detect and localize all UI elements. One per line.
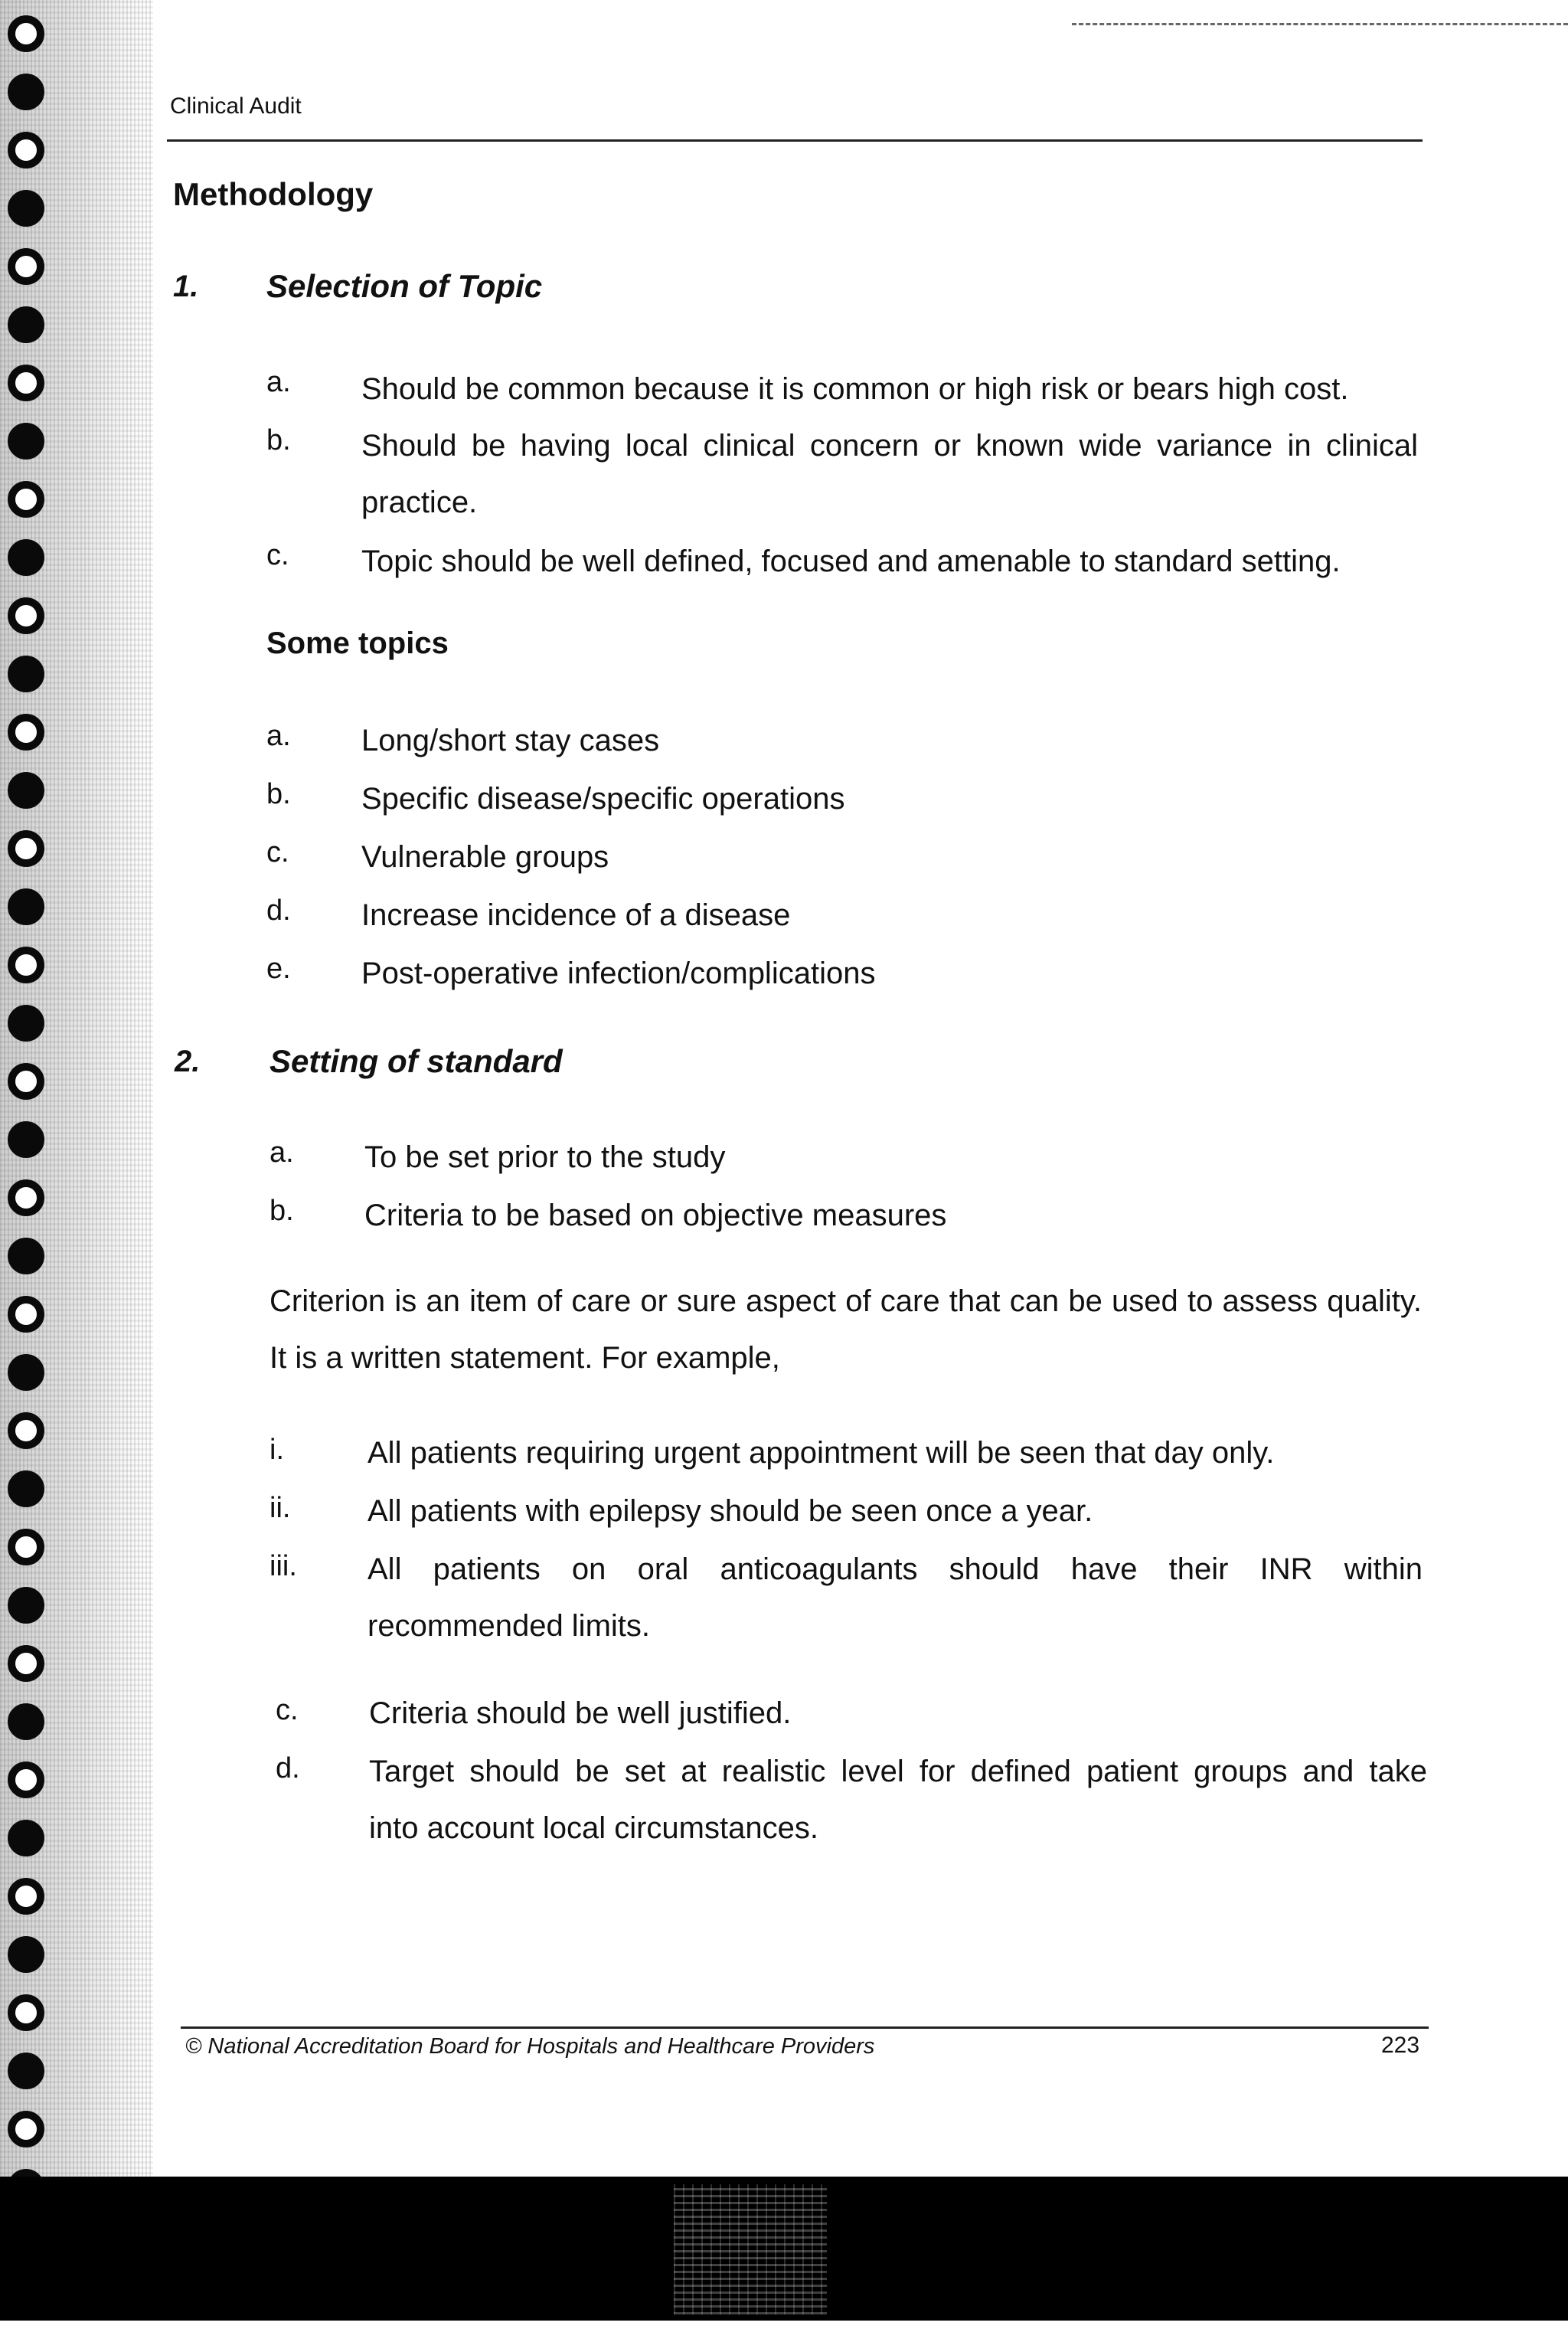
list-marker: a. [270,1137,294,1169]
list-marker: b. [266,424,291,456]
binding-ring [8,1645,44,1682]
list-marker: a. [266,366,291,398]
list-marker: ii. [270,1492,291,1524]
list-item-text: All patients requiring urgent appointment will be seen that day only. [368,1436,1275,1470]
footer-rule [181,2026,1429,2029]
list-item-text: Criteria should be well justified. [369,1696,792,1730]
binding-ring [8,1936,44,1973]
list-item-text: To be set prior to the study [364,1140,726,1174]
section-number: 1. [173,270,199,303]
list-marker: b. [270,1195,294,1227]
list-marker: d. [276,1752,300,1784]
binding-ring [8,423,44,460]
binding-ring [8,1529,44,1565]
binding-ring [8,2053,44,2089]
list-item-text: Topic should be well defined, focused and amenable to standard setting. [361,545,1341,578]
header-rule [167,139,1423,142]
list-item-text [361,417,1418,531]
section-heading: Selection of Topic [266,268,543,304]
binding-ring [8,190,44,227]
binding-ring [8,656,44,692]
list-item-text: Criteria to be based on objective measures [364,1199,947,1232]
list-item-text: Long/short stay cases [361,724,660,757]
list-item-text [369,1743,1427,1856]
binding-ring [8,2111,44,2147]
binding-ring [8,1820,44,1856]
list-item-line: Target should be set at realistic level for defined patient groups and take [369,1755,1427,1788]
list-item-text [368,1541,1423,1654]
list-marker: i. [270,1434,284,1466]
list-marker: e. [266,953,291,985]
spiral-binding [0,0,153,2190]
list-item-text: All patients with epilepsy should be seen once a year. [368,1494,1093,1528]
list-marker: d. [266,895,291,927]
binding-ring [8,1412,44,1449]
scan-artifact-line [1072,23,1568,25]
criterion-paragraph: Criterion is an item of care or sure aspect of care that can be used to assess quality. It is a written statement. For example, [270,1284,1422,1375]
scan-noise [674,2184,827,2314]
binding-ring [8,1121,44,1158]
binding-ring [8,1470,44,1507]
list-item-line: Should be having local clinical concern or known wide variance in clinical [361,429,1418,463]
binding-ring [8,1005,44,1042]
subsection-heading: Some topics [266,626,449,660]
list-marker: a. [266,720,291,752]
page-number: 223 [1381,2033,1420,2058]
binding-ring [8,1703,44,1740]
list-item-line: practice. [361,486,478,519]
list-marker: c. [276,1694,299,1726]
list-item-text: Specific disease/specific operations [361,782,845,816]
binding-ring [8,74,44,110]
binding-ring [8,1587,44,1624]
binding-ring [8,1296,44,1333]
section-title: Methodology [173,176,374,212]
list-item-line: recommended limits. [368,1609,651,1643]
list-item-text: Should be common because it is common or high risk or bears high cost. [361,372,1349,406]
list-item-text: Increase incidence of a disease [361,898,791,932]
scan-edge-bar [0,2177,1568,2321]
binding-ring [8,481,44,518]
binding-ring [8,1238,44,1274]
section-heading: Setting of standard [270,1043,563,1079]
list-marker: iii. [270,1550,297,1582]
binding-ring [8,947,44,983]
list-marker: c. [266,836,289,868]
binding-ring [8,1063,44,1100]
binding-ring [8,1354,44,1391]
binding-ring [8,1761,44,1798]
binding-ring [8,830,44,867]
binding-rings [3,15,52,2285]
list-marker: b. [266,778,291,810]
list-item-line: into account local circumstances. [369,1811,818,1845]
binding-ring [8,248,44,285]
binding-ring [8,15,44,52]
binding-ring [8,1179,44,1216]
binding-ring [8,365,44,401]
binding-ring [8,772,44,809]
section-number: 2. [175,1045,201,1078]
binding-ring [8,306,44,343]
binding-ring [8,597,44,634]
binding-ring [8,1994,44,2031]
binding-ring [8,714,44,751]
binding-ring [8,132,44,168]
binding-ring [8,539,44,576]
binding-ring [8,1878,44,1915]
list-marker: c. [266,539,289,571]
running-head: Clinical Audit [170,93,302,119]
footer-copyright: © National Accreditation Board for Hospitals and Healthcare Providers [185,2034,875,2059]
binding-ring [8,888,44,925]
list-item-line: All patients on oral anticoagulants should have their INR within [368,1552,1423,1586]
list-item-text: Vulnerable groups [361,840,609,874]
list-item-text: Post-operative infection/complications [361,957,876,990]
